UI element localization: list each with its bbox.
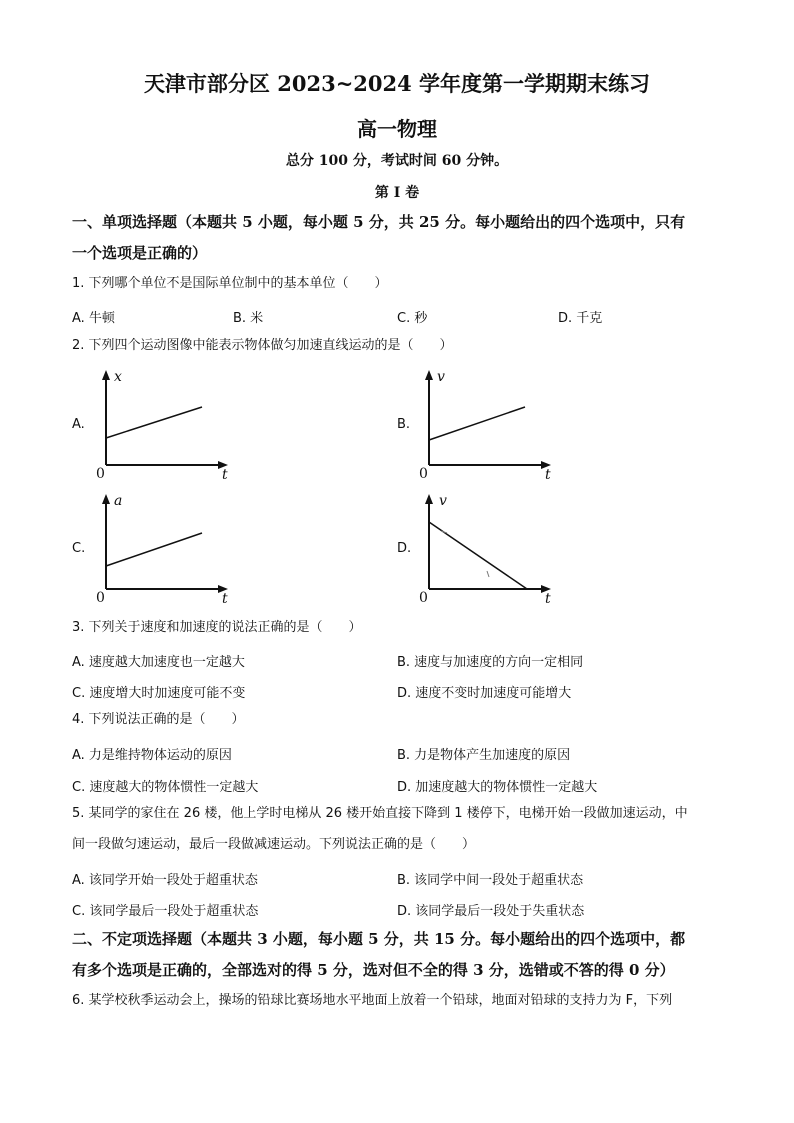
origin-label: 0 xyxy=(419,466,428,482)
origin-label: 0 xyxy=(96,590,105,606)
q3-stem: 3. 下列关于速度和加速度的说法正确的是（ ） xyxy=(72,620,362,635)
graph-line xyxy=(106,407,202,438)
volume-label: 第 I 卷 xyxy=(374,185,420,201)
q1-option-d[interactable]: D. 千克 xyxy=(558,311,603,326)
graph-line xyxy=(429,407,525,440)
q5-stem-line2: 间一段做匀速运动，最后一段做减速运动。下列说法正确的是（ ） xyxy=(72,837,476,852)
q2-graph-c xyxy=(90,489,240,607)
y-axis-arrow xyxy=(102,494,110,504)
q1-option-c[interactable]: C. 秒 xyxy=(397,311,428,326)
x-axis-label: t xyxy=(545,467,551,483)
q4-option-a[interactable]: A. 力是维持物体运动的原因 xyxy=(72,748,232,763)
q5-stem-line1: 5. 某同学的家住在 26 楼，他上学时电梯从 26 楼开始直接下降到 1 楼停下，电梯开始一段做加速运动，中 xyxy=(72,806,688,821)
q3-option-a[interactable]: A. 速度越大加速度也一定越大 xyxy=(72,655,245,670)
q3-option-d[interactable]: D. 速度不变时加速度可能增大 xyxy=(397,686,572,701)
q4-option-d[interactable]: D. 加速度越大的物体惯性一定越大 xyxy=(397,780,598,795)
section1-heading xyxy=(72,207,732,269)
y-axis-label: a xyxy=(114,493,123,509)
y-axis-label: x xyxy=(114,369,122,385)
x-axis-label: t xyxy=(545,591,551,607)
origin-label: 0 xyxy=(96,466,105,482)
q2-stem: 2. 下列四个运动图像中能表示物体做匀加速直线运动的是（ ） xyxy=(72,338,453,353)
subject-title: 高一物理 xyxy=(357,117,437,141)
q3-option-c[interactable]: C. 速度增大时加速度可能不变 xyxy=(72,686,246,701)
x-axis-label: t xyxy=(222,467,228,483)
q4-option-b[interactable]: B. 力是物体产生加速度的原因 xyxy=(397,748,571,763)
section1-line2: 一个选项是正确的） xyxy=(72,244,208,262)
sketch-mark xyxy=(487,571,489,577)
y-axis-label: v xyxy=(439,493,447,509)
y-axis-label: v xyxy=(437,369,445,385)
graph-line xyxy=(106,533,202,566)
q2-graph-c-label[interactable]: C. xyxy=(72,541,86,556)
x-axis-label: t xyxy=(222,591,228,607)
q2-graph-b xyxy=(413,365,563,483)
section2-line1: 二、不定项选择题（本题共 3 小题，每小题 5 分，共 15 分。每小题给出的四个选项中，都 xyxy=(72,930,686,948)
q4-stem: 4. 下列说法正确的是（ ） xyxy=(72,712,245,727)
q5-option-b[interactable]: B. 该同学中间一段处于超重状态 xyxy=(397,873,584,888)
section2-heading xyxy=(72,924,732,986)
section1-line1: 一、单项选择题（本题共 5 小题，每小题 5 分，共 25 分。每小题给出的四个选项中，只有 xyxy=(72,213,686,231)
exam-info: 总分 100 分，考试时间 60 分钟。 xyxy=(285,153,509,169)
q1-option-a[interactable]: A. 牛顿 xyxy=(72,311,115,326)
exam-title: 天津市部分区 2023~2024 学年度第一学期期末练习 xyxy=(143,71,651,96)
y-axis-arrow xyxy=(425,370,433,380)
y-axis-arrow xyxy=(102,370,110,380)
q4-option-c[interactable]: C. 速度越大的物体惯性一定越大 xyxy=(72,780,259,795)
q1-stem: 1. 下列哪个单位不是国际单位制中的基本单位（ ） xyxy=(72,276,388,291)
q2-graph-d-label[interactable]: D. xyxy=(397,541,412,556)
q5-option-c[interactable]: C. 该同学最后一段处于超重状态 xyxy=(72,904,259,919)
q5-option-d[interactable]: D. 该同学最后一段处于失重状态 xyxy=(397,904,585,919)
q5-option-a[interactable]: A. 该同学开始一段处于超重状态 xyxy=(72,873,258,888)
q3-option-b[interactable]: B. 速度与加速度的方向一定相同 xyxy=(397,655,584,670)
section2-line2: 有多个选项是正确的，全部选对的得 5 分，选对但不全的得 3 分，选错或不答的得 0 分） xyxy=(72,961,675,979)
q1-option-b[interactable]: B. 米 xyxy=(233,311,264,326)
q2-graph-a-label[interactable]: A. xyxy=(72,417,85,432)
q2-graph-d xyxy=(413,489,563,607)
q2-graph-b-label[interactable]: B. xyxy=(397,417,411,432)
y-axis-arrow xyxy=(425,494,433,504)
q2-graph-a xyxy=(90,365,240,483)
origin-label: 0 xyxy=(419,590,428,606)
q6-stem: 6. 某学校秋季运动会上，操场的铅球比赛场地水平地面上放着一个铅球，地面对铅球的支持力为 F，下列 xyxy=(72,993,673,1008)
